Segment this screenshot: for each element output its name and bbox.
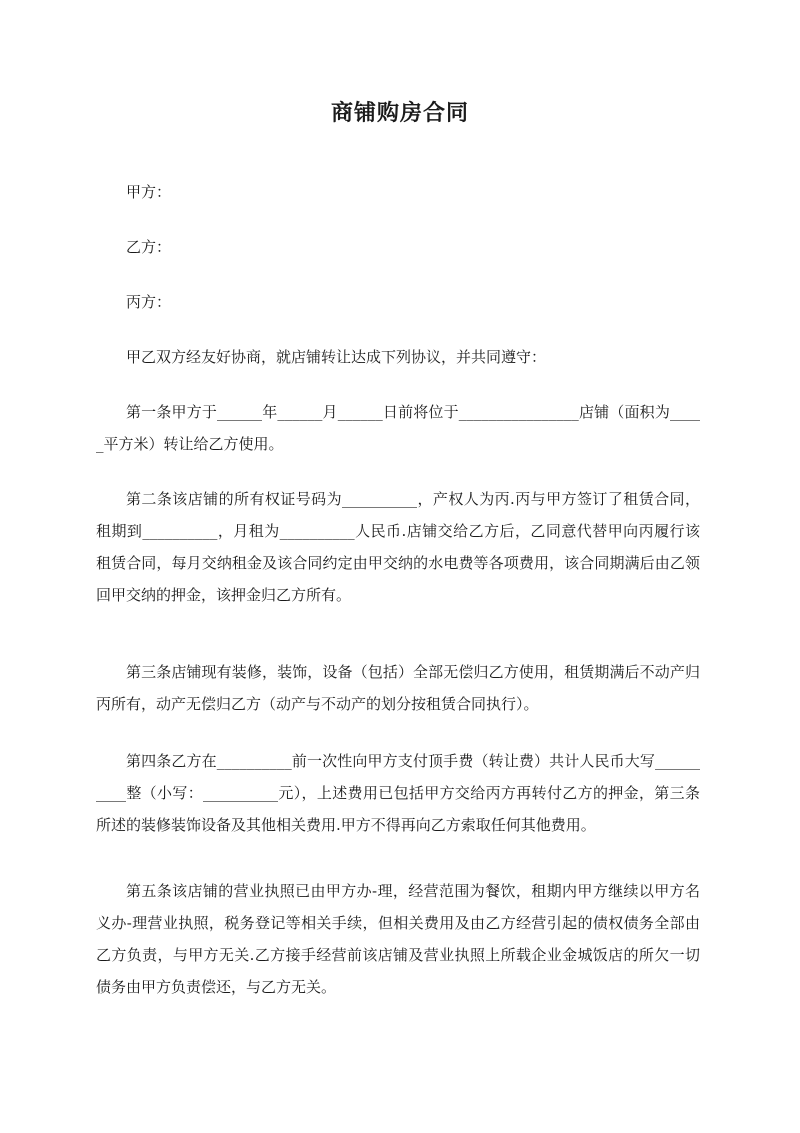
article-5: 第五条该店铺的营业执照已由甲方办-理，经营范围为餐饮，租期内甲方继续以甲方名义办-理营业执照，税务登记等相关手续，但相关费用及由乙方经营引起的债权债务全部由乙方负责，与甲方无关.乙方接手经营前该店铺及营业执照上所载企业金城饭店的所欠一切债务由甲方负责偿还，与乙方无关。 bbox=[96, 882, 700, 996]
article-3: 第三条店铺现有装修，装饰，设备（包括）全部无偿归乙方使用，租赁期满后不动产归丙所有，动产无偿归乙方（动产与不动产的划分按租赁合同执行）。 bbox=[96, 663, 700, 713]
document-title: 商铺购房合同 bbox=[330, 100, 469, 126]
intro-paragraph: 甲乙双方经友好协商，就店铺转让达成下列协议，并共同遵守： bbox=[126, 348, 547, 366]
party-c-line: 丙方： bbox=[126, 293, 172, 311]
article-2: 第二条该店铺的所有权证号码为__________，产权人为丙.丙与甲方签订了租赁合同，租期到__________，月租为__________人民币.店铺交给乙方后，乙同意代替甲向丙履行该租赁合同，每月交纳租金及该合同约定由甲交纳的水电费等各项费用，该合同期满后由乙领回甲交纳的押金，该押金归乙方所有。 bbox=[96, 490, 700, 604]
article-1: 第一条甲方于______年______月______日前将位于________________店铺（面积为_____平方米）转让给乙方使用。 bbox=[96, 403, 700, 453]
party-a-line: 甲方： bbox=[126, 183, 172, 201]
article-4: 第四条乙方在__________前一次性向甲方支付顶手费（转让费）共计人民币大写__________整（小写：__________元），上述费用已包括甲方交给丙方再转付乙方的押金，第三条所述的装修装饰设备及其他相关费用.甲方不得再向乙方索取任何其他费用。 bbox=[96, 752, 700, 834]
party-b-line: 乙方： bbox=[126, 238, 172, 256]
